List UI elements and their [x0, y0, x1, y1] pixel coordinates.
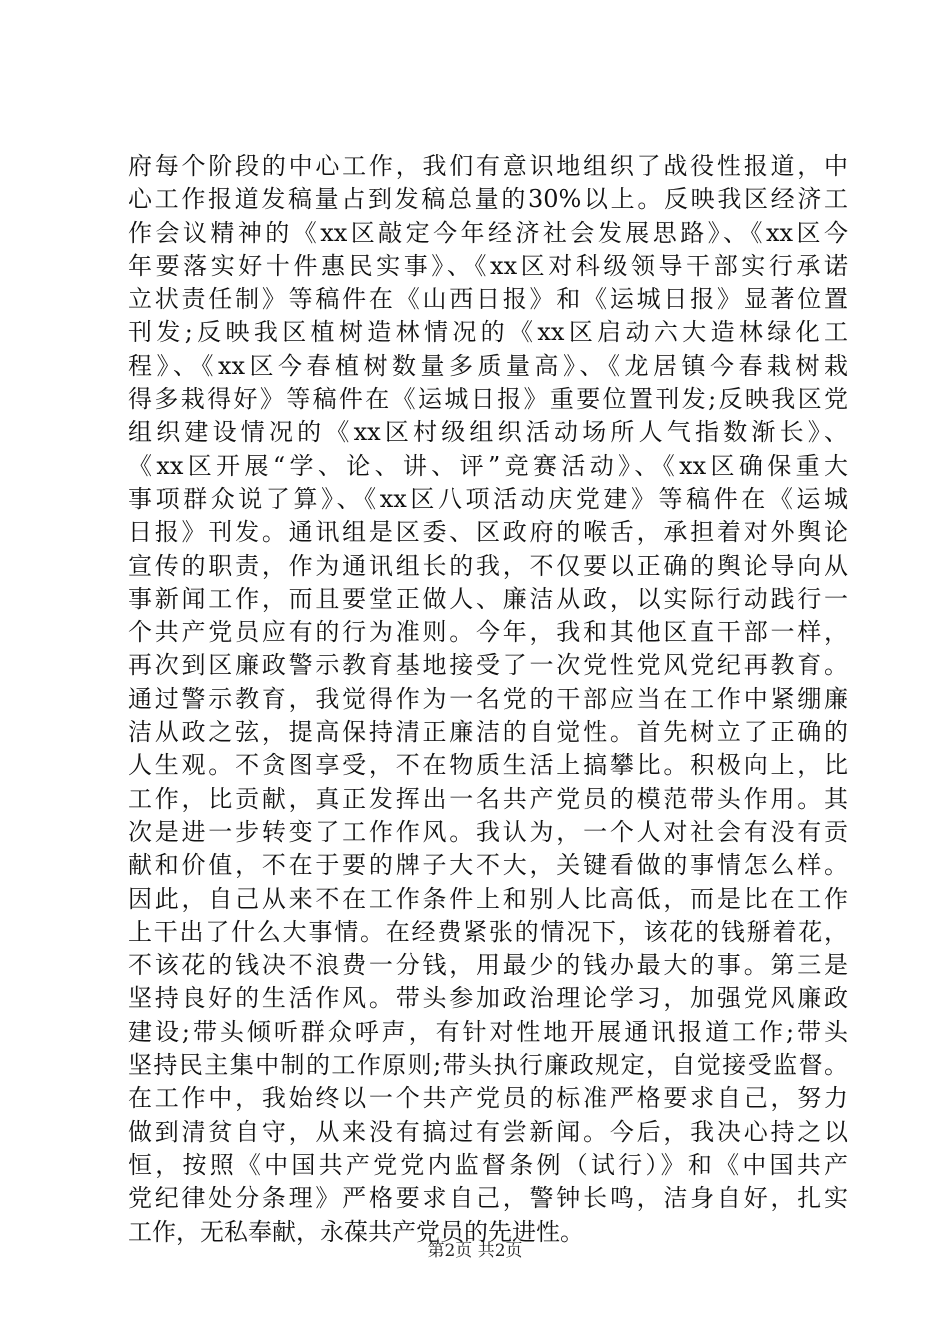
text-line: 洁从政之弦，提高保持清正廉洁的自觉性。首先树立了正确的 — [128, 718, 848, 747]
body-text — [128, 150, 848, 1249]
text-line: 建设;带头倾听群众呼声，有针对性地开展通讯报道工作;带头 — [128, 1017, 848, 1046]
text-line: 工作，无私奉献，永葆共产党员的先进性。 — [128, 1217, 584, 1246]
text-line: 坚持民主集中制的工作原则;带头执行廉政规定，自觉接受监督。 — [128, 1051, 848, 1080]
text-line: 上干出了什么大事情。在经费紧张的情况下，该花的钱掰着花， — [128, 917, 848, 946]
text-line: 刊发;反映我区植树造林情况的《xx区启动六大造林绿化工 — [128, 318, 848, 347]
text-line: 作会议精神的《xx区敲定今年经济社会发展思路》、《xx区今 — [128, 218, 848, 247]
text-line: 坚持良好的生活作风。带头参加政治理论学习，加强党风廉政 — [128, 984, 848, 1013]
text-line: 人生观。不贪图享受，不在物质生活上搞攀比。积极向上，比 — [128, 751, 848, 780]
text-line: 事项群众说了算》、《xx区八项活动庆党建》等稿件在《运城 — [128, 484, 848, 513]
text-line: 府每个阶段的中心工作，我们有意识地组织了战役性报道，中 — [128, 152, 848, 180]
text-line: 不该花的钱决不浪费一分钱，用最少的钱办最大的事。第三是 — [128, 951, 848, 980]
text-line: 做到清贫自守，从来没有搞过有尝新闻。今后，我决心持之以 — [128, 1117, 848, 1146]
text-line: 恒，按照《中国共产党党内监督条例（试行）》和《中国共产 — [128, 1150, 848, 1179]
text-line: 通过警示教育，我觉得作为一名党的干部应当在工作中紧绷廉 — [128, 684, 848, 713]
text-line: 得多栽得好》等稿件在《运城日报》重要位置刊发;反映我区党 — [128, 385, 848, 414]
text-line: 献和价值，不在于要的牌子大不大，关键看做的事情怎么样。 — [128, 851, 848, 880]
text-line: 日报》刊发。通讯组是区委、区政府的喉舌，承担着对外舆论 — [128, 518, 848, 547]
text-line: 事新闻工作，而且要堂正做人、廉洁从政，以实际行动践行一 — [128, 584, 848, 613]
text-line: 组织建设情况的《xx区村级组织活动场所人气指数渐长》、 — [128, 418, 848, 447]
text-line: 再次到区廉政警示教育基地接受了一次党性党风党纪再教育。 — [128, 651, 848, 680]
text-line: 程》、《xx区今春植树数量多质量高》、《龙居镇今春栽树栽 — [128, 351, 848, 380]
text-line: 次是进一步转变了工作作风。我认为，一个人对社会有没有贡 — [128, 817, 848, 846]
page-number-label: 第2页 共2页 — [427, 1241, 523, 1261]
text-line: 年要落实好十件惠民实事》、《xx区对科级领导干部实行承诺 — [128, 251, 848, 280]
text-line: 因此，自己从来不在工作条件上和别人比高低，而是比在工作 — [128, 884, 848, 913]
text-line: 个共产党员应有的行为准则。今年，我和其他区直干部一样， — [128, 618, 848, 647]
text-line: 在工作中，我始终以一个共产党员的标准严格要求自己，努力 — [128, 1084, 848, 1113]
text-line: 心工作报道发稿量占到发稿总量的30%以上。反映我区经济工 — [128, 185, 848, 214]
page-footer — [0, 1239, 950, 1263]
text-line: 工作，比贡献，真正发挥出一名共产党员的模范带头作用。其 — [128, 784, 848, 813]
text-line: 《xx区开展“学、论、讲、评”竞赛活动》、《xx区确保重大 — [128, 451, 848, 480]
text-line: 立状责任制》等稿件在《山西日报》和《运城日报》显著位置 — [128, 285, 848, 314]
text-line: 党纪律处分条理》严格要求自己，警钟长鸣，洁身自好，扎实 — [128, 1184, 848, 1213]
text-line: 宣传的职责，作为通讯组长的我，不仅要以正确的舆论导向从 — [128, 551, 848, 580]
